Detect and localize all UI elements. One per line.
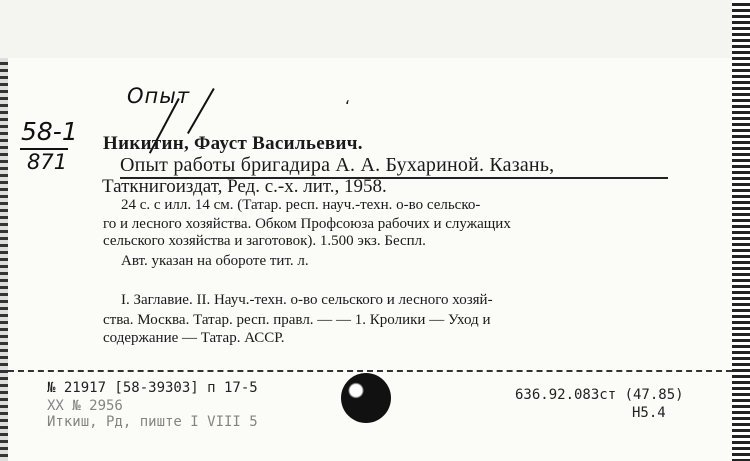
handwritten-call-number-top: 58-1 (21, 117, 78, 146)
card-tracings-line: I. Заглавие. II. Науч.-техн. о-во сельского и лесного хозяй- (121, 292, 493, 308)
handwritten-call-number-bottom: 871 (27, 150, 68, 174)
card-tracings-line: содержание — Татар. АССР. (103, 330, 285, 346)
card-tracings-line: ства. Москва. Татар. респ. правл. — — 1. Кролики — Уход и (103, 312, 491, 328)
footer-classification: 636.92.083ст (47.85) (515, 387, 684, 403)
footer-print-line: Иткиш, Рд, пиште I VIII 5 (47, 414, 258, 430)
scan-left-edge (0, 58, 8, 461)
ink-mark: ʻ (345, 97, 351, 116)
card-punch-hole (341, 373, 391, 423)
card-title: Опыт работы бригадира А. А. Бухариной. Казань, (120, 154, 555, 176)
card-collation-line: 24 с. с илл. 14 см. (Татар. респ. науч.-техн. о-во сельско- (121, 197, 481, 213)
card-author: Никитин, Фауст Васильевич. (103, 133, 363, 154)
handwritten-opyt: Опыт (127, 84, 191, 108)
card-imprint: Таткнигоиздат, Ред. с.-х. лит., 1958. (102, 176, 387, 197)
footer-record-number: № 21917 [58-39303] п 17-5 (47, 380, 258, 396)
card-note: Авт. указан на обороте тит. л. (121, 253, 309, 269)
scan-right-edge (732, 0, 750, 461)
card-collation-line: сельского хозяйства и заготовок). 1.500 экз. Беспл. (103, 233, 426, 249)
footer-print-line: XX № 2956 (47, 398, 123, 414)
footer-cutter-number: Н5.4 (632, 405, 666, 421)
card-collation-line: го и лесного хозяйства. Обком Профсоюза рабочих и служащих (103, 216, 511, 232)
footer-divider (8, 370, 732, 372)
scan-top-margin (0, 0, 750, 58)
